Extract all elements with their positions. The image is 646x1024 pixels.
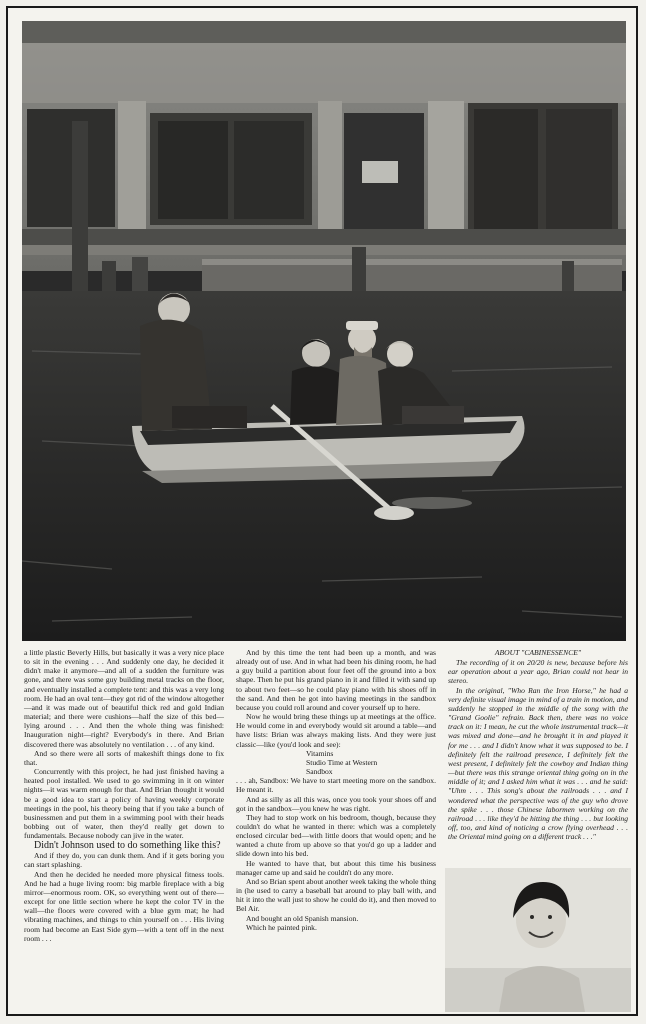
rowboat-photo — [22, 21, 626, 641]
list-item: Sandbox — [306, 767, 333, 777]
paragraph: They had to stop work on his bedroom, though, because they couldn't do what he wanted in there: which was a completely enclosed circular bed—with little doors that would open; and he wanted a chute from up above so that you'd go up a ladder and slide down into his bed. — [236, 812, 436, 859]
list-item: Vitamins — [306, 748, 334, 758]
paragraph: And by this time the tent had been up a month, and was already out of use. And in what had been his dining room, he had a guy build a partition about four feet off the ground into a box shape. Then he put his grand piano in it and filled it with sand up to about two feet—so he could play piano with his shoes off in the sand. And then he got into having meetings in the sandbox because you could roll around and cover yourself up to here. — [236, 648, 436, 712]
paragraph: Which he painted pink. — [246, 922, 317, 932]
paragraph: . . . ah, Sandbox: We have to start meeting more on the sandbox. He meant it. — [236, 776, 436, 795]
column-1 — [24, 648, 224, 943]
quoted-question: Didn't Johnson used to do something like this? — [34, 840, 221, 852]
paragraph: Concurrently with this project, he had just finished having a heated pool installed. We used to go swimming in it on winter nights—it was warm enough for that. And Brian thought it would be a good idea to start a policy of having weekly corporate meetings in the pool, his theory being that if you take a bunch of businessmen and put them in a swimming pool with their heads bobbing out of water, then they'd really get down to fundamentals. Because nobody can jive in the water. — [24, 767, 224, 841]
column-2 — [236, 648, 436, 932]
paragraph: The recording of it on 20/20 is new, because before his ear operation about a year ago, Brian could not hear in stereo. — [448, 658, 628, 686]
list-item: Studio Time at Western — [306, 757, 378, 767]
column-3-sidebar — [448, 648, 628, 841]
newspaper-page — [6, 6, 638, 1016]
paragraph: He wanted to have that, but about this time his business manager came up and said he couldn't do any more. — [236, 858, 436, 877]
paragraph: And so there were all sorts of makeshift things done to fix that. — [24, 748, 224, 767]
brian-list — [236, 749, 436, 776]
section-heading: ABOUT "CABINESSENCE" — [494, 648, 582, 657]
paragraph: And as silly as all this was, once you took your shoes off and got in the sandbox—you knew he was right. — [236, 794, 436, 813]
paragraph: And if they do, you can dunk them. And if it gets boring you can start splashing. — [24, 851, 224, 870]
paragraph: Now he would bring these things up at meetings at the office. He would come in and everybody would sit around a table—and have lists: Brian was always making lists. And they were just classic—like (you'd look and see): — [236, 712, 436, 749]
paragraph: In the original, "Who Ran the Iron Horse," he had a very definite visual image in mind of a train in motion, and suddenly he stopped in the middle of the song with the "Grand Goolie" refrain. Back then, there was no voice track on it: I mean, he cut the whole instrumental track—it was mixed and done—and he brought it in and played it for me . . . and I didn't know what it was supposed to be. I definitely felt the railroad presence, I definitely felt the west present, I definitely felt the cowboy and Indian thing—but there was this strange oriental thing going on in the middle of it; and I asked him what it was . . . and he said: "Uhm . . . This song's about the railroads . . . and I wondered what the perspective was of the guy who drove the spike . . . those Chinese labormen working on the railroad . . . like they'd be hitting the thing . . . but looking off, too, and kind of noticing a crow flying overhead . . . the Oriental mind going on a different track . . ." — [448, 685, 628, 842]
paragraph: And bought an old Spanish mansion. — [246, 913, 359, 923]
portrait-photo — [445, 868, 631, 1012]
paragraph: And so Brian spent about another week taking the whole thing in (he used to carry a baseball bat around to play ball with, and hit it into the wall just to show he could do it), and then moved to Bel Air. — [236, 876, 436, 914]
paragraph: a little plastic Beverly Hills, but basically it was a very nice place to sit in the evening . . . And suddenly one day, he decided it didn't make it anymore—and all of a sudden the furniture was gone, and there was some guy building metal tracks on the floor, and eventually installed a complete tent: and this was a very long room. He had an oval tent—they got rid of the window altogether—and it was made out of beautiful thick red and gold Indian material; and there were cushions—half the size of this bed—lying around . . . And then the whole thing was finished: Inauguration night—right? Everybody's in there. And Brian discovered there was absolutely no ventilation . . . of any kind. — [24, 648, 224, 749]
paragraph: And then he decided he needed more physical fitness tools. And he had a huge living room: big marble fireplace with a big mirror—enormous room. OK, so everything went out of there—except for one little section where he kept the color TV in the wall—the floors were covered with a blue gym mat; he had vibrating machines, and things to chin yourself on . . . His living room had become an East Side gym—with a tent off in the next room . . . — [24, 869, 224, 943]
